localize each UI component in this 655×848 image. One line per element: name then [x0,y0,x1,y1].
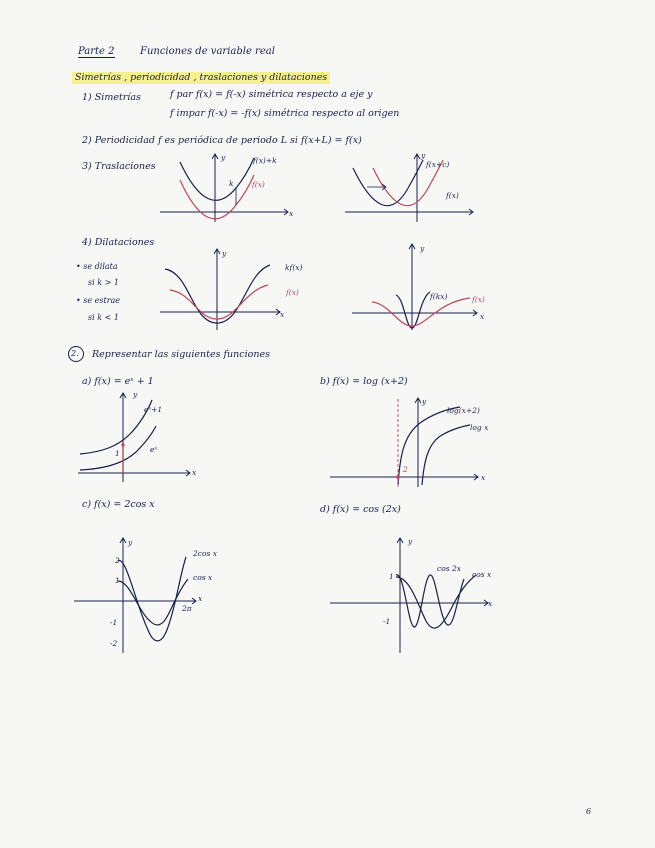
section2-heading: Representar las siguientes funciones [92,349,270,360]
d-tick-y-1: 1 [389,572,394,581]
c-tick-y-2: 2 [115,556,120,565]
curve-f-plus-k [180,158,254,200]
c-tick-y-neg1: -1 [110,618,118,627]
symmetry-odd: f impar f(-x) = -f(x) simétrica respecto al origen [170,108,400,119]
curve-f-kx [396,292,430,328]
translation-graph-horizontal [345,150,495,225]
trans1-k-label: k [229,179,234,188]
curve-f [372,298,470,326]
dil2-y-label: y [420,244,425,253]
exercise-b-label: b) f(x) = log (x+2) [320,376,408,387]
dil1-f-label: f(x) [286,288,299,297]
trans2-y-label: y [421,151,426,160]
asymptote-point [396,475,400,479]
trans1-top-label: f(x)+k [253,156,277,165]
dilation-graph-horizontal [352,240,492,335]
curve-cos [396,575,476,628]
b-curve2-label: log x [470,423,489,432]
c-x-label: x [198,594,203,603]
exercise-c-label: c) f(x) = 2cos x [82,499,155,510]
c-tick-y-1: 1 [115,576,120,585]
dilations-label: 4) Dilataciones [82,237,155,248]
d-x-label: x [488,599,493,608]
curve-cos [118,579,188,625]
dil-note-2: si k > 1 [88,278,119,287]
periodicity-text: 2) Periodicidad f es periódica de periodo L si f(x+L) = f(x) [82,135,362,146]
d-curve2-label: cos x [472,570,492,579]
d-tick-y-neg1: -1 [383,617,391,626]
curve-exp [80,426,156,470]
section2-number: 2. [71,349,79,358]
dil-note-1: • se dilata [76,262,118,271]
dil2-fkx-label: f(kx) [430,292,448,301]
d-y-label: y [408,537,413,546]
dil-note-3: • se estrae [76,296,121,305]
exercise-c-graph [74,535,209,655]
intercept-point [121,443,124,446]
dilation-graph-vertical [160,245,295,335]
part-label: Parte 2 [78,46,115,57]
symmetry-even: f par f(x) = f(-x) simétrica respecto a eje y [170,89,373,100]
page-title: Funciones de variable real [140,46,275,57]
curve-log-x [422,425,470,485]
trans2-top-label: f(x+c) [426,160,450,169]
a-tick-1: 1 [115,449,120,458]
exercise-a-label: a) f(x) = eˣ + 1 [82,376,154,387]
page-number: 6 [586,807,592,816]
d-curve1-label: cos 2x [437,564,461,573]
dil2-x-label: x [480,312,485,321]
trans1-f-label: f(x) [252,180,265,189]
b-curve1-label: log(x+2) [447,406,480,415]
b-x-label: x [481,473,486,482]
symmetry-label: 1) Simetrías [82,92,141,103]
trans1-y-label: y [221,153,226,162]
dil2-f-label: f(x) [472,295,485,304]
a-curve1-label: eˣ+1 [144,405,163,414]
curve-f [170,285,268,319]
exercise-d-graph [330,535,495,655]
c-y-label: y [128,538,133,547]
dil1-kf-label: kf(x) [285,263,303,272]
translation-graph-vertical [160,150,310,225]
b-tick-2: 2 [403,465,408,474]
dil1-x-label: x [280,310,285,319]
translations-label: 3) Traslaciones [82,161,156,172]
curve-f-x-plus-c [353,160,423,206]
exercise-d-label: d) f(x) = cos (2x) [320,504,401,515]
exercise-a-graph [78,390,198,485]
dil-note-4: si k < 1 [88,313,119,322]
b-y-label: y [422,397,427,406]
section1-heading: Simetrías , periodicidad , traslaciones y dilataciones [72,72,330,84]
trans2-f-label: f(x) [446,191,459,200]
c-curve1-label: 2cos x [193,549,217,558]
a-x-label: x [192,468,197,477]
c-tick-y-neg2: -2 [110,639,118,648]
a-y-label: y [133,390,138,399]
trans1-x-label: x [289,209,294,218]
dil1-y-label: y [222,249,227,258]
c-tick-x-2pi: 2π [182,604,192,613]
a-curve2-label: eˣ [150,445,158,454]
c-curve2-label: cos x [193,573,213,582]
